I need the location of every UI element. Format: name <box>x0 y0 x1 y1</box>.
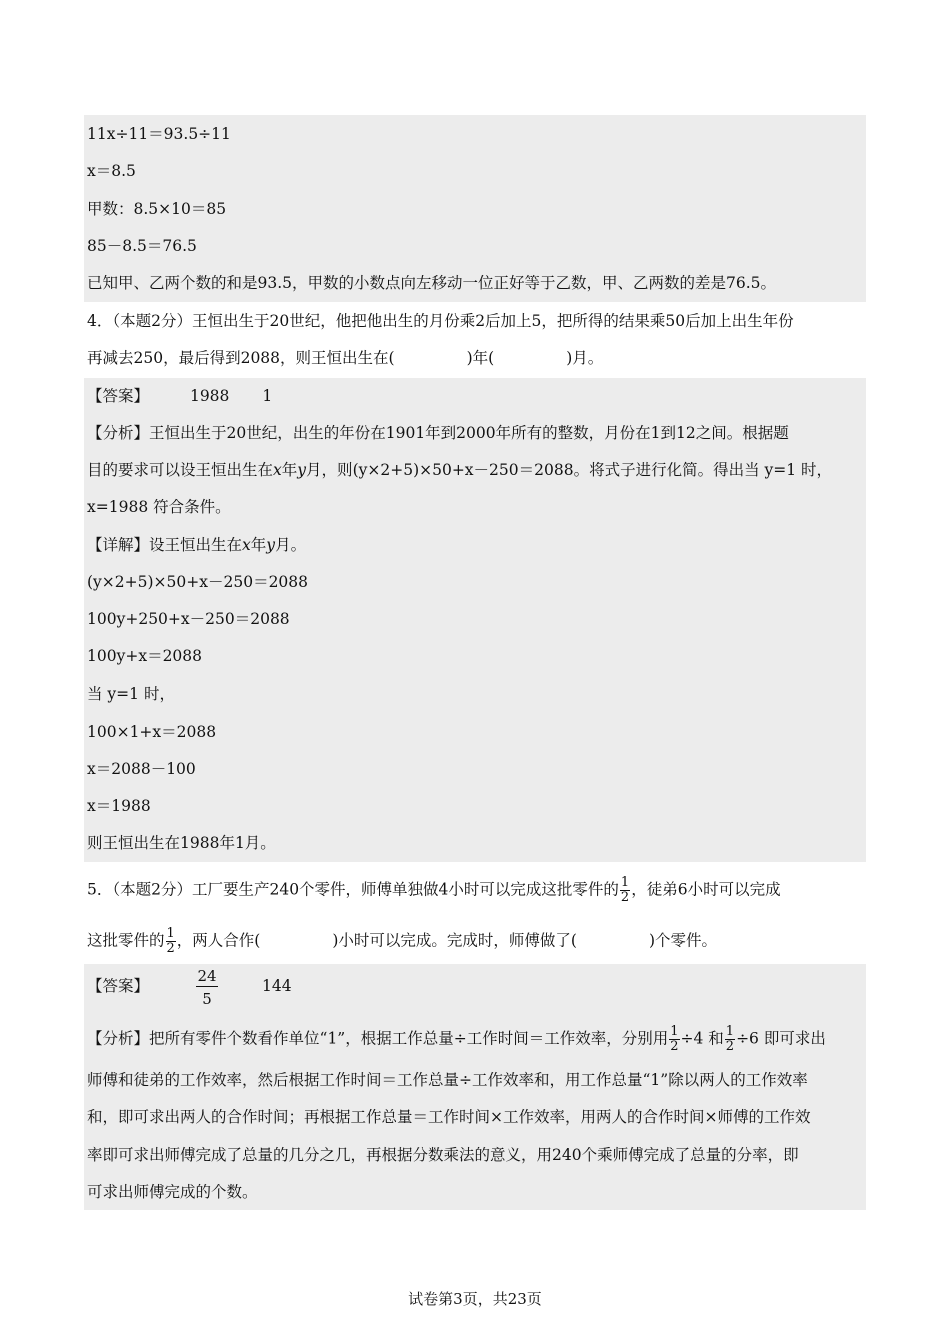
q5-answer-value2: 144 <box>262 977 292 995</box>
q4-question-line1: 4．（本题2分）王恒出生于20世纪，他把他出生的月份乘2后加上5，把所得的结果乘50后加上出生年份 <box>87 312 794 330</box>
q4-step: 100y+x＝2088 <box>87 647 203 665</box>
prev-line: 11x÷11＝93.5÷11 <box>87 125 231 143</box>
prev-line: 85－8.5＝76.5 <box>87 237 197 255</box>
var-x: x <box>273 461 282 479</box>
q4-analysis-line1 <box>87 423 789 443</box>
q4-text: 再减去250，最后得到2088，则王恒出生在( <box>87 349 395 367</box>
q4-analysis-line2 <box>87 460 832 480</box>
var-x: x <box>242 536 251 554</box>
q5-question-line2 <box>87 927 717 956</box>
analysis-text: ÷4 和 <box>680 1029 724 1048</box>
analysis-text: 目的要求可以设王恒出生在 <box>87 461 274 479</box>
prev-line: x＝8.5 <box>87 162 136 180</box>
analysis-text: 月，则 <box>306 461 353 479</box>
q4-step: x＝2088－100 <box>87 760 196 778</box>
q5-analysis-line5: 可求出师傅完成的个数。 <box>87 1183 258 1201</box>
q5-question-line1 <box>87 876 781 905</box>
analysis-text: ÷6 即可求出 <box>736 1029 826 1048</box>
q4-answer <box>87 386 272 406</box>
page-footer: 试卷第3页，共23页 <box>408 1290 542 1308</box>
analysis-text: 年 <box>281 461 298 479</box>
q4-analysis-line3: x=1988 符合条件。 <box>87 498 231 516</box>
answer-label: 【答案】 <box>87 977 150 995</box>
analysis-text: 王恒出生于20世纪，出生的年份在1901年到2000年所有的整数，月份在1到12之间。根据题 <box>149 424 789 442</box>
q5-text: 5．（本题2分）工厂要生产240个零件，师傅单独做4小时可以完成这批零件的 <box>87 880 619 899</box>
q4-text: )月。 <box>566 349 604 367</box>
q5-text: )个零件。 <box>648 931 718 950</box>
q4-step: 100×1+x＝2088 <box>87 723 217 741</box>
fraction-one-half: $\frac{1}{2}$ <box>166 926 175 956</box>
q4-step: (y×2+5)×50+x－250＝2088 <box>87 573 309 591</box>
q4-detail-intro <box>87 535 306 555</box>
q5-text: ，两人合作( <box>176 931 261 950</box>
fraction-one-half: $\frac{1}{2}$ <box>670 1024 679 1054</box>
analysis-text: 把所有零件个数看作单位“1”，根据工作总量÷工作时间＝工作效率，分别用 <box>149 1029 669 1048</box>
detail-text: 设王恒出生在 <box>149 536 243 554</box>
fraction-denominator: 5 <box>202 990 212 1008</box>
q5-answer-fraction <box>196 966 218 1009</box>
fraction-one-half: $\frac{1}{2}$ <box>620 875 630 905</box>
q5-analysis-line2: 师傅和徒弟的工作效率，然后根据工作时间＝工作总量÷工作效率和，用工作总量“1”除以两人的工作效率 <box>87 1071 808 1089</box>
answer-label: 【答案】 <box>87 387 150 405</box>
analysis-text: 。将式子进行化简。得出当 y=1 时， <box>573 461 833 479</box>
q5-analysis-line4: 率即可求出师傅完成了总量的几分之几，再根据分数乘法的意义，用240个乘师傅完成了总量的分率，即 <box>87 1146 799 1164</box>
q4-answer-month: 1 <box>262 387 273 405</box>
q5-text: )小时可以完成。完成时，师傅做了( <box>332 931 577 950</box>
analysis-label: 【分析】 <box>87 424 150 442</box>
q4-conclusion: 则王恒出生在1988年1月。 <box>87 834 276 852</box>
fraction-numerator: 24 <box>197 967 217 985</box>
q4-step: x＝1988 <box>87 797 151 815</box>
var-y: y <box>266 536 276 554</box>
q5-answer-label <box>87 976 149 996</box>
q4-step: 当 y=1 时， <box>87 685 175 703</box>
var-y: y <box>297 461 307 479</box>
analysis-label: 【分析】 <box>87 1029 150 1048</box>
q5-text: 这批零件的 <box>87 931 165 950</box>
q4-answer-year: 1988 <box>189 387 230 405</box>
detail-text: 月。 <box>275 536 307 554</box>
prev-line: 甲数：8.5×10＝85 <box>87 200 227 218</box>
fraction-one-half: $\frac{1}{2}$ <box>725 1024 735 1054</box>
q4-step: 100y+250+x－250＝2088 <box>87 610 290 628</box>
prev-conclusion: 已知甲、乙两个数的和是93.5，甲数的小数点向左移动一位正好等于乙数，甲、乙两数的差是76.5。 <box>87 274 777 292</box>
q4-question-line2 <box>87 348 603 368</box>
q5-text: ，徒弟6小时可以完成 <box>631 880 781 899</box>
q5-analysis-line3: 和，即可求出两人的合作时间；再根据工作总量＝工作时间×工作效率，用两人的合作时间×师傅的工作效 <box>87 1108 811 1126</box>
q4-text: )年( <box>466 349 495 367</box>
q5-analysis-line1 <box>87 1025 826 1054</box>
detail-label: 【详解】 <box>87 536 150 554</box>
equation: (y×2+5)×50+x－250＝2088 <box>352 461 574 479</box>
detail-text: 年 <box>250 536 267 554</box>
